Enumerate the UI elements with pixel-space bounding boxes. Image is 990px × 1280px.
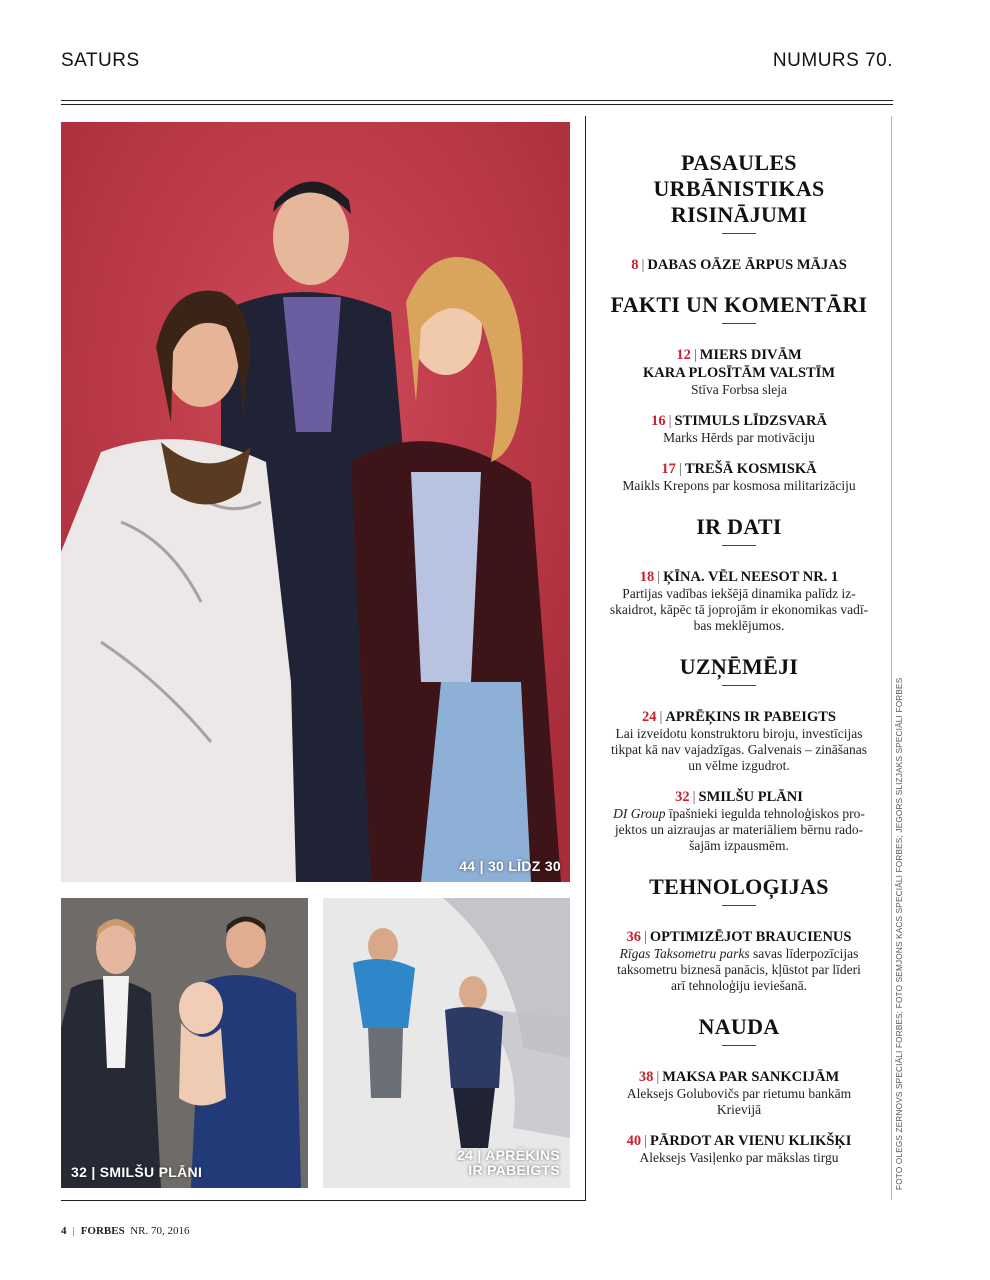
bottom-right-photo[interactable] [323, 898, 570, 1188]
section-underline [722, 233, 756, 234]
bottom-right-caption-line1: 24 | APRĒĶINS [457, 1147, 560, 1163]
footer-issue: NR. 70, 2016 [130, 1225, 190, 1237]
section-urbanism [597, 150, 881, 274]
toc-entry[interactable]: 17 | TREŠĀ KOSMISKĀ Maikls Krepons par kosmosa militarizāciju [622, 461, 856, 493]
section-title: PASAULES URBĀNISTIKAS RISINĀJUMI [653, 150, 825, 227]
main-photo-caption: 44 | 30 LĪDZ 30 [459, 858, 561, 874]
footer-brand: FORBES [80, 1225, 125, 1237]
section-title: TEHNOLOĢIJAS [649, 874, 829, 899]
section-title: NAUDA [698, 1014, 780, 1039]
toc-entry[interactable]: 12 | MIERS DIVĀM KARA PLOSĪTĀM VALSTĪM Stīva Forbsa sleja [642, 347, 836, 397]
column-divider [585, 116, 586, 1200]
toc-entry[interactable]: 8 | DABAS OĀZE ĀRPUS MĀJAS [631, 257, 847, 273]
toc-entry[interactable]: 24 | APRĒĶINS IR PABEIGTS Lai izveidotu konstruktoru biroju, investīcijas tikpat kā nav vajadzīgas. Galvenais – zināšanas un vēlme izgudrot. [610, 709, 868, 773]
bottom-left-photo-illustration [61, 898, 308, 1188]
page-number: 4 [61, 1225, 67, 1237]
toc-entry[interactable]: 18 | ĶĪNA. VĒL NEESOT NR. 1 Partijas vadības iekšējā dinamika palīdz iz- skaidrot, kāpēc tā joprojām ir ekonomikas vadī- bas meklējumos. [609, 569, 869, 633]
main-photo[interactable] [61, 122, 570, 882]
bottom-right-caption-line2: IR PABEIGTS [468, 1162, 560, 1178]
section-label: SATURS [61, 50, 140, 71]
photo-credit: FOTO OLEGS ZERNOVS SPECIĀLI FORBES; FOTO SEMJONS KACS SPECIĀLI FORBES; JEGORS SLIZJAKS SPECIĀLI FORBES [895, 677, 904, 1190]
section-underline [722, 323, 756, 324]
section-underline [722, 545, 756, 546]
footer-rule [61, 1200, 586, 1201]
main-photo-illustration [61, 122, 570, 882]
section-underline [722, 685, 756, 686]
section-underline [722, 905, 756, 906]
section-title: IR DATI [696, 514, 782, 539]
section-data [597, 514, 881, 634]
bottom-left-photo[interactable] [61, 898, 308, 1188]
section-money [597, 1014, 881, 1166]
bottom-left-caption: 32 | SMILŠU PLĀNI [71, 1164, 203, 1180]
bottom-right-photo-illustration [323, 898, 570, 1188]
issue-number: NUMURS 70. [772, 50, 893, 71]
section-technology [597, 874, 881, 994]
header-rule-top [61, 100, 893, 101]
table-of-contents [597, 150, 881, 1166]
toc-entry[interactable]: 32 | SMILŠU PLĀNI DI Group īpašnieki iegulda tehnoloģiskos pro- jektos un aizraujas ar materiāliem bērnu rado- šajām izpausmēm. [613, 789, 865, 853]
section-facts [597, 292, 881, 494]
section-title: FAKTI UN KOMENTĀRI [610, 292, 868, 317]
toc-entry[interactable]: 40 | PĀRDOT AR VIENU KLIKŠĶI Aleksejs Vasiļenko par mākslas tirgu [626, 1133, 852, 1165]
bottom-right-caption [457, 1148, 560, 1178]
toc-entry[interactable]: 38 | MAKSA PAR SANKCIJĀM Aleksejs Golubovičs par rietumu bankām Krievijā [626, 1069, 852, 1117]
section-entrepreneurs [597, 654, 881, 854]
right-margin-rule [891, 116, 892, 1200]
section-title: UZŅĒMĒJI [679, 654, 799, 679]
page-footer: 4 | FORBES NR. 70, 2016 [61, 1225, 190, 1237]
toc-entry[interactable]: 36 | OPTIMIZĒJOT BRAUCIENUS Rīgas Taksometru parks savas līderpozīcijas taksometru biznesā panācis, kļūstot par līderi arī tehnoloģiju ieviešanā. [617, 929, 861, 993]
toc-entry[interactable]: 16 | STIMULS LĪDZSVARĀ Marks Hērds par motivāciju [651, 413, 827, 445]
header-rule-bottom [61, 104, 893, 105]
section-underline [722, 1045, 756, 1046]
